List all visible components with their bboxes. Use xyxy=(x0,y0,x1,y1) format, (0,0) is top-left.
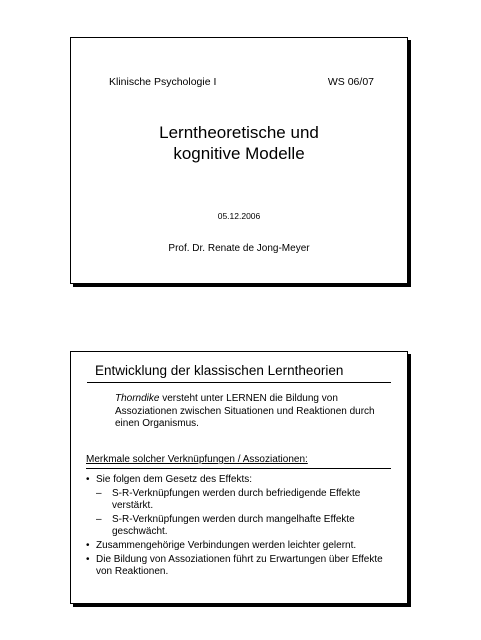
list-item xyxy=(86,554,393,578)
sub-list-item xyxy=(86,488,393,512)
course-name: Klinische Psychologie I xyxy=(109,76,217,88)
bullet-icon: • xyxy=(86,474,90,485)
slide-title-line-2: kognitive Modelle xyxy=(173,144,305,163)
bullet-icon: • xyxy=(86,554,90,565)
sub-list-item-text: S-R-Verknüpfungen werden durch befriedigende Effekte verstärkt. xyxy=(112,488,361,511)
slide-author: Prof. Dr. Renate de Jong-Meyer xyxy=(168,243,310,254)
list-item xyxy=(86,474,393,486)
content-slide-title: Entwicklung der klassischen Lerntheorien xyxy=(87,363,391,383)
sub-list-item xyxy=(86,514,393,538)
dash-icon: – xyxy=(96,488,102,499)
slide-date: 05.12.2006 xyxy=(217,211,261,221)
intro-name: Thorndike xyxy=(115,393,160,404)
divider xyxy=(86,468,391,469)
list-item xyxy=(86,540,393,552)
bullet-list xyxy=(86,474,393,580)
intro-text: versteht unter LERNEN die Bildung von Assoziationen zwischen Situationen und Reaktionen durch einen Organismus. xyxy=(115,393,375,429)
slide-title xyxy=(71,122,407,164)
content-slide xyxy=(70,351,408,604)
list-item-text: Die Bildung von Assoziationen führt zu Erwartungen über Effekte von Reaktionen. xyxy=(96,554,383,577)
features-heading: Merkmale solcher Verknüpfungen / Assoziationen: xyxy=(86,454,308,465)
semester-label: WS 06/07 xyxy=(327,76,374,88)
bullet-icon: • xyxy=(86,540,90,551)
list-item-text: Zusammengehörige Verbindungen werden leichter gelernt. xyxy=(96,540,357,551)
list-item-text: Sie folgen dem Gesetz des Effekts: xyxy=(96,474,253,485)
slide-title-line-1: Lerntheoretische und xyxy=(159,123,319,142)
title-slide xyxy=(70,37,408,284)
intro-paragraph xyxy=(115,393,391,431)
dash-icon: – xyxy=(96,514,102,525)
sub-list-item-text: S-R-Verknüpfungen werden durch mangelhafte Effekte geschwächt. xyxy=(112,514,355,537)
